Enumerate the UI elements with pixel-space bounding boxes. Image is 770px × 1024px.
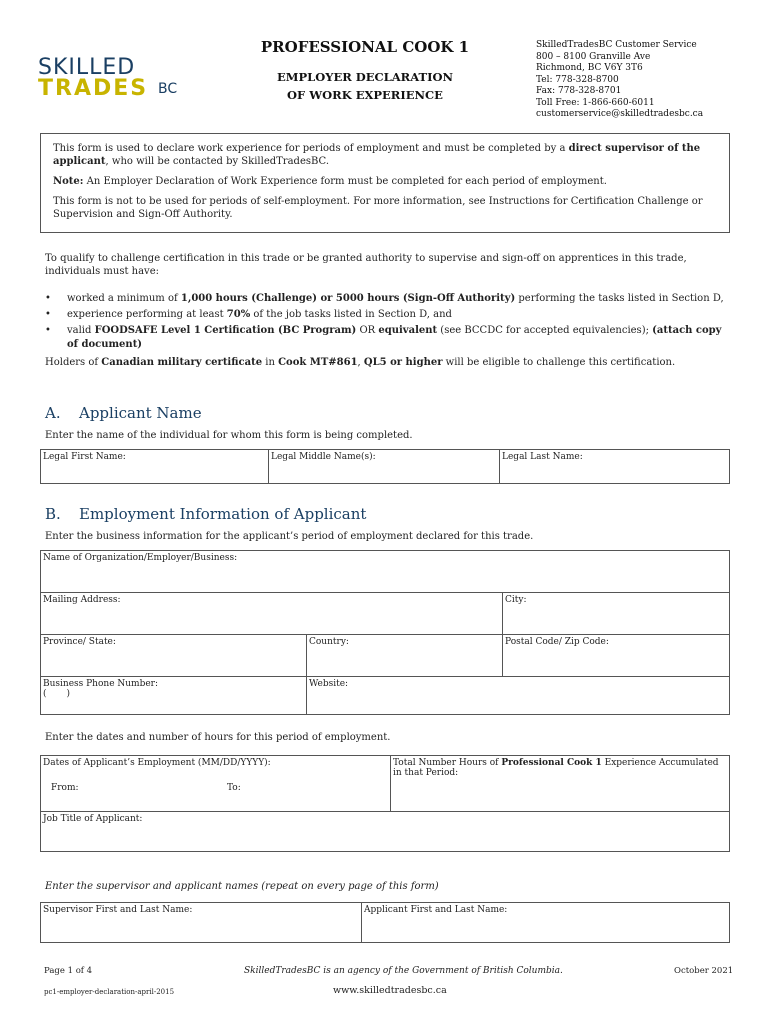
to-date-label: To: — [227, 783, 241, 793]
contact-line: 800 – 8100 Granville Ave — [536, 51, 651, 62]
agency-statement: SkilledTradesBC is an agency of the Government of British Columbia. — [244, 966, 563, 976]
section-title: Employment Information of Applicant — [79, 505, 367, 523]
business-phone-field[interactable] — [41, 677, 307, 715]
logo-bc-text: BC — [158, 81, 178, 97]
page-number: Page 1 of 4 — [44, 966, 93, 976]
employment-dates-field[interactable] — [41, 756, 391, 812]
organization-name-field[interactable]: Name of Organization/Employer/Business: — [41, 551, 730, 593]
subtitle-line-1: EMPLOYER DECLARATION — [277, 70, 453, 84]
logo-trades-text: TRADES — [38, 76, 149, 101]
page-title: PROFESSIONAL COOK 1 — [260, 38, 470, 56]
qualify-text: To qualify to challenge certification in this trade or be granted authority to supervise and sign-off on apprentices in this trade, individuals must have: — [45, 253, 687, 277]
section-a-instruction: Enter the name of the individual for whom this form is being completed. — [45, 430, 413, 441]
names-table — [40, 902, 730, 943]
intro-bold: direct supervisor of the applicant — [53, 143, 701, 167]
requirements-list — [45, 291, 735, 352]
list-item: • worked a minimum of 1,000 hours (Challenge) or 5000 hours (Sign-Off Authority) performing the tasks listed in Section D, — [45, 291, 735, 307]
page-subtitle — [255, 68, 475, 104]
footer-date: October 2021 — [674, 966, 734, 976]
section-letter: B. — [45, 505, 61, 523]
logo-skilled-text: SKILLED — [38, 55, 136, 80]
note-label: Note: — [53, 176, 84, 187]
list-item: • valid FOODSAFE Level 1 Certification (BC Program) OR equivalent (see BCCDC for accepted equivalencies); (attach copy of document) — [45, 324, 735, 352]
contact-line: Richmond, BC V6Y 3T6 — [536, 63, 643, 73]
legal-last-name-field[interactable]: Legal Last Name: — [500, 450, 730, 484]
applicant-name-table — [40, 449, 730, 484]
dates-instruction: Enter the dates and number of hours for this period of employment. — [45, 732, 391, 743]
intro-paragraph-1 — [53, 142, 717, 168]
intro-box — [40, 133, 730, 233]
from-date-label: From: — [51, 783, 79, 793]
legal-middle-name-field[interactable]: Legal Middle Name(s): — [269, 450, 500, 484]
intro-text: This form is used to declare work experience for periods of employment and must be completed by a — [53, 143, 569, 154]
section-title: Applicant Name — [79, 404, 202, 422]
contact-line: Tel: 778-328-8700 — [536, 74, 619, 85]
employment-info-table — [40, 550, 730, 715]
contact-block — [536, 40, 703, 121]
postal-code-field[interactable]: Postal Code/ Zip Code: — [503, 635, 730, 677]
mailing-address-field[interactable]: Mailing Address: — [41, 593, 503, 635]
phone-area-code: ( ) — [43, 689, 71, 699]
intro-paragraph-3: This form is not to be used for periods of self-employment. For more information, see Instructions for Certification Challenge or Supervision and Sign-Off Authority. — [53, 196, 703, 220]
city-field[interactable]: City: — [503, 593, 730, 635]
subtitle-line-2: OF WORK EXPERIENCE — [287, 88, 443, 102]
section-a-heading — [45, 404, 202, 422]
names-instruction: Enter the supervisor and applicant names (repeat on every page of this form) — [45, 881, 439, 892]
list-item: • experience performing at least 70% of the job tasks listed in Section D, and — [45, 307, 735, 323]
section-letter: A. — [45, 404, 61, 422]
country-field[interactable]: Country: — [307, 635, 503, 677]
section-b-instruction: Enter the business information for the applicant’s period of employment declared for this trade. — [45, 531, 534, 542]
dates-hours-table — [40, 755, 730, 852]
province-field[interactable]: Province/ State: — [41, 635, 307, 677]
section-b-heading — [45, 505, 366, 523]
website-link[interactable]: www.skilledtradesbc.ca — [333, 985, 447, 996]
contact-email[interactable]: customerservice@skilledtradesbc.ca — [536, 109, 704, 119]
supervisor-name-field[interactable]: Supervisor First and Last Name: — [41, 903, 362, 943]
holders-text: Holders of Canadian military certificate in Cook MT#861, QL5 or higher will be eligible to challenge this certification. — [45, 357, 676, 368]
phone-label: Business Phone Number: — [43, 679, 159, 689]
intro-text: , who will be contacted by SkilledTradesBC. — [105, 156, 330, 167]
contact-line: Fax: 778-328-8701 — [536, 86, 622, 96]
total-hours-field[interactable]: Total Number Hours of Professional Cook 1 Experience Accumulated in that Period: — [391, 756, 730, 812]
applicant-name-field[interactable]: Applicant First and Last Name: — [362, 903, 730, 943]
form-code: pc1-employer-declaration-april-2015 — [44, 988, 175, 996]
website-field[interactable]: Website: — [307, 677, 730, 715]
contact-line: SkilledTradesBC Customer Service — [536, 40, 697, 50]
job-title-field[interactable]: Job Title of Applicant: — [41, 812, 730, 852]
note-text: An Employer Declaration of Work Experience form must be completed for each period of employment. — [83, 176, 607, 187]
legal-first-name-field[interactable]: Legal First Name: — [41, 450, 269, 484]
dates-label: Dates of Applicant’s Employment (MM/DD/YYYY): — [43, 758, 271, 768]
intro-note — [53, 175, 717, 188]
contact-line: Toll Free: 1-866-660-6011 — [536, 97, 655, 108]
